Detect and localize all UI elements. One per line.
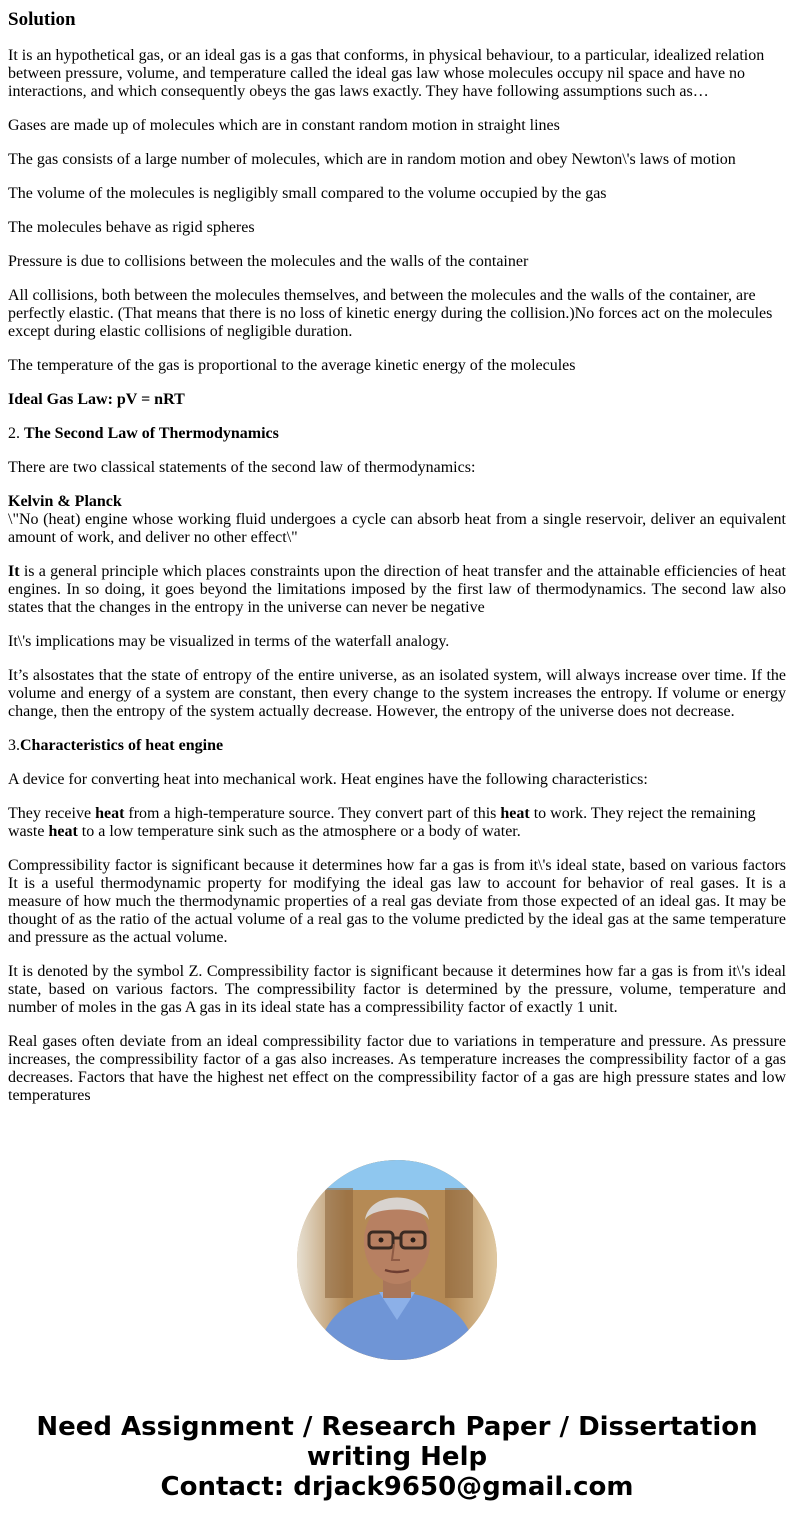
- page-title: Solution: [8, 9, 76, 30]
- banner-line-contact-email: Contact: drjack9650@gmail.com: [160, 1472, 634, 1502]
- paragraph-second-law-body: is a general principle which places constraints upon the direction of heat transfer and the attainable efficiencies of heat engines. In so doing, it goes beyond the limitations imposed by the first law of thermodynamics. The second law also states that the changes in the entropy in the universe can never be negative: [8, 563, 786, 616]
- author-avatar: [297, 1160, 497, 1360]
- text-run: They receive: [8, 805, 96, 822]
- paragraph-second-law-principle: [8, 563, 786, 617]
- author-portrait-icon: [297, 1160, 497, 1360]
- bold-heat: heat: [95, 805, 125, 822]
- kelvin-planck-title: Kelvin & Planck: [8, 493, 122, 510]
- ideal-gas-law-heading: [8, 391, 786, 409]
- assumption-negligible-volume: The volume of the molecules is negligibly small compared to the volume occupied by the gas: [8, 185, 607, 202]
- contact-banner: [0, 1412, 794, 1502]
- paragraph-waterfall-analogy: It\'s implications may be visualized in terms of the waterfall analogy.: [8, 633, 450, 650]
- section-2-title: The Second Law of Thermodynamics: [24, 425, 279, 442]
- paragraph-entropy-universe: It’s alsostates that the state of entropy of the entire universe, as an isolated system, will always increase over time. If the volume and energy of a system are constant, then every change to the system increases the entropy. If volume or energy change, then the entropy of the system actually decrease. However, the entropy of the universe does not decrease.: [8, 667, 786, 720]
- paragraph-compressibility-factor: Compressibility factor is significant because it determines how far a gas is from it\'s ideal state, based on various factors It is a useful thermodynamic property for modifying the ideal gas law to account for behavior of real gases. It is a measure of how much the thermodynamic properties of a real gas deviate from those expected of an ideal gas. It may be thought of as the ratio of the actual volume of a real gas to the volume predicted by the ideal gas at the same temperature and pressure as the actual volume.: [8, 857, 786, 946]
- assumption-rigid-spheres: The molecules behave as rigid spheres: [8, 219, 255, 236]
- kelvin-planck-quote: \"No (heat) engine whose working fluid undergoes a cycle can absorb heat from a single reservoir, deliver an equivalent amount of work, and deliver no other effect\": [8, 511, 786, 546]
- paragraph-ideal-gas-intro: It is an hypothetical gas, or an ideal gas is a gas that conforms, in physical behaviour, to a particular, idealized relation between pressure, volume, and temperature called the ideal gas law whose molecules occupy nil space and have no interactions, and which consequently obeys the gas laws exactly. They have following assumptions such as…: [8, 47, 765, 100]
- banner-line-writing-help: writing Help: [306, 1442, 488, 1472]
- paragraph-heat-engine-intro: A device for converting heat into mechanical work. Heat engines have the following characteristics:: [8, 771, 648, 788]
- text-run: from a high-temperature source. They convert part of this: [124, 805, 501, 822]
- paragraph-heat-engine-characteristics: [8, 805, 786, 841]
- section-2-number: 2.: [8, 425, 24, 442]
- solution-content: [0, 9, 794, 1105]
- section-2-heading: [8, 425, 786, 443]
- section-3-number: 3.: [8, 737, 20, 754]
- ideal-gas-law-text: Ideal Gas Law: pV = nRT: [8, 391, 185, 408]
- assumption-random-motion: Gases are made up of molecules which are in constant random motion in straight lines: [8, 117, 560, 134]
- paragraph-second-law-it: It: [8, 563, 20, 580]
- paragraph-second-law-intro: There are two classical statements of the second law of thermodynamics:: [8, 459, 476, 476]
- assumption-elastic-collisions: All collisions, both between the molecules themselves, and between the molecules and the walls of the container, are perfectly elastic. (That means that there is no loss of kinetic energy during the collision.)No forces act on the molecules except during elastic collisions of negligible duration.: [8, 287, 773, 340]
- text-run: to a low temperature sink such as the atmosphere or a body of water.: [77, 823, 521, 840]
- assumption-pressure-collisions: Pressure is due to collisions between the molecules and the walls of the container: [8, 253, 529, 270]
- section-3-title: Characteristics of heat engine: [20, 737, 224, 754]
- bold-heat: heat: [48, 823, 78, 840]
- assumption-newton-laws: The gas consists of a large number of molecules, which are in random motion and obey Newton\'s laws of motion: [8, 151, 736, 168]
- kelvin-planck-statement: [8, 493, 786, 547]
- author-photo-container: [0, 1160, 794, 1360]
- section-3-heading: [8, 737, 786, 755]
- text-run: to work. They reject the remaining waste: [8, 805, 756, 840]
- assumption-temperature-kinetic: The temperature of the gas is proportional to the average kinetic energy of the molecules: [8, 357, 576, 374]
- paragraph-real-gases-deviation: Real gases often deviate from an ideal compressibility factor due to variations in temperature and pressure. As pressure increases, the compressibility factor of a gas also increases. As temperature increases the compressibility factor of a gas decreases. Factors that have the highest net effect on the compressibility factor of a gas are high pressure states and low temperatures: [8, 1033, 786, 1104]
- banner-line-assignment: Need Assignment / Research Paper / Dissertation: [36, 1412, 758, 1442]
- bold-heat: heat: [500, 805, 530, 822]
- paragraph-compressibility-symbol-z: It is denoted by the symbol Z. Compressibility factor is significant because it determines how far a gas is from it\'s ideal state, based on various factors. The compressibility factor is determined by the pressure, volume, temperature and number of moles in the gas A gas in its ideal state has a compressibility factor of exactly 1 unit.: [8, 963, 786, 1016]
